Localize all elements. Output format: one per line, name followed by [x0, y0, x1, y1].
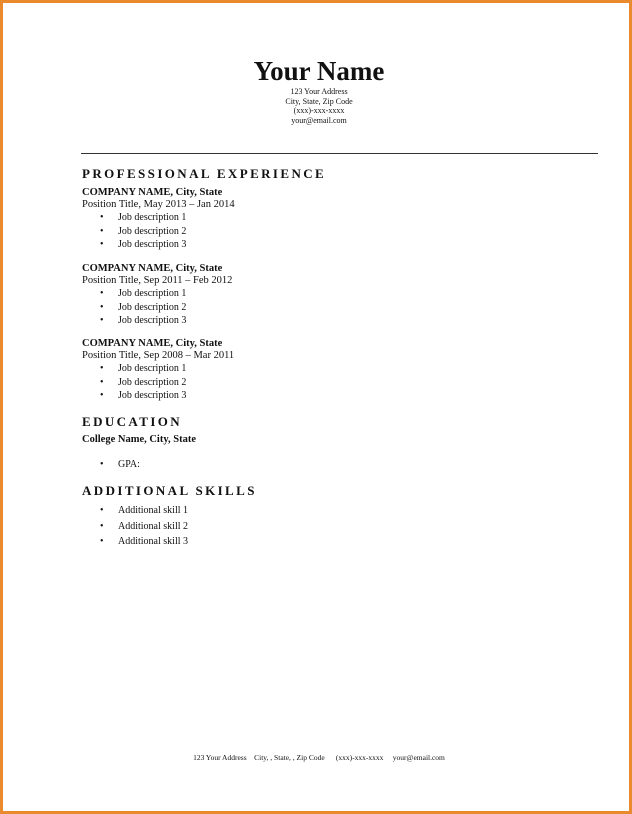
job-position: Position Title, Sep 2011 – Feb 2012	[82, 275, 233, 286]
bullet-icon: •	[100, 288, 104, 299]
job-position: Position Title, May 2013 – Jan 2014	[82, 199, 235, 210]
skill-item: Additional skill 2	[118, 520, 188, 532]
bullet-icon: •	[100, 363, 104, 374]
contact-block	[3, 87, 632, 125]
job-description: Job description 1	[118, 212, 187, 223]
skills-list	[82, 503, 188, 550]
section-title-experience: PROFESSIONAL EXPERIENCE	[82, 166, 327, 181]
section-title-skills: ADDITIONAL SKILLS	[82, 483, 257, 498]
education-entry	[82, 434, 196, 472]
job-company: COMPANY NAME, City, State	[82, 263, 223, 274]
header-divider	[81, 153, 598, 154]
list-item	[82, 211, 235, 225]
list-item	[82, 362, 234, 376]
job-description-list	[82, 287, 232, 328]
job-entry-2	[82, 263, 232, 328]
list-item	[82, 225, 235, 239]
job-description-list	[82, 211, 235, 252]
bullet-icon: •	[100, 301, 104, 313]
skills-entry	[82, 503, 188, 550]
bullet-icon: •	[100, 212, 104, 223]
job-company: COMPANY NAME, City, State	[82, 338, 223, 349]
job-description: Job description 1	[118, 363, 187, 374]
job-company: COMPANY NAME, City, State	[82, 187, 223, 198]
section-title-education: EDUCATION	[82, 414, 183, 429]
list-item	[82, 519, 188, 535]
job-description: Job description 3	[118, 390, 187, 402]
list-item	[82, 389, 234, 403]
page-footer: 123 Your Address City, , State, , Zip Code (xxx)-xxx-xxxx your@email.com	[193, 753, 445, 762]
gpa-label: GPA:	[118, 459, 140, 470]
list-item	[82, 376, 234, 390]
contact-phone: (xxx)-xxx-xxxx	[293, 106, 345, 116]
resume-name: Your Name	[253, 56, 385, 86]
bullet-icon: •	[100, 520, 104, 532]
contact-address: 123 Your Address	[290, 87, 348, 96]
job-description: Job description 3	[118, 315, 187, 327]
college-name: College Name, City, State	[82, 434, 197, 445]
list-item	[82, 238, 235, 252]
skill-item: Additional skill 3	[118, 536, 188, 547]
job-description: Job description 3	[118, 239, 187, 251]
list-item	[82, 287, 232, 301]
job-description: Job description 2	[118, 376, 187, 388]
bullet-icon: •	[100, 459, 104, 470]
list-item	[82, 534, 188, 550]
bullet-icon: •	[100, 505, 104, 516]
contact-city-state-zip: City, State, Zip Code	[285, 96, 353, 106]
job-position: Position Title, Sep 2008 – Mar 2011	[82, 350, 235, 361]
list-item	[82, 314, 232, 328]
job-description: Job description 2	[118, 225, 187, 237]
list-item	[82, 458, 196, 472]
job-description: Job description 1	[118, 288, 187, 299]
bullet-icon: •	[100, 376, 104, 388]
list-item	[82, 503, 188, 519]
list-item	[82, 301, 232, 315]
bullet-icon: •	[100, 315, 104, 327]
bullet-icon: •	[100, 536, 104, 547]
job-entry-3	[82, 338, 234, 403]
bullet-icon: •	[100, 225, 104, 237]
job-entry-1	[82, 187, 235, 252]
job-description: Job description 2	[118, 301, 187, 313]
bullet-icon: •	[100, 239, 104, 251]
education-list	[82, 458, 196, 472]
skill-item: Additional skill 1	[118, 505, 188, 516]
job-description-list	[82, 362, 234, 403]
bullet-icon: •	[100, 390, 104, 402]
contact-email: your@email.com	[291, 115, 347, 125]
